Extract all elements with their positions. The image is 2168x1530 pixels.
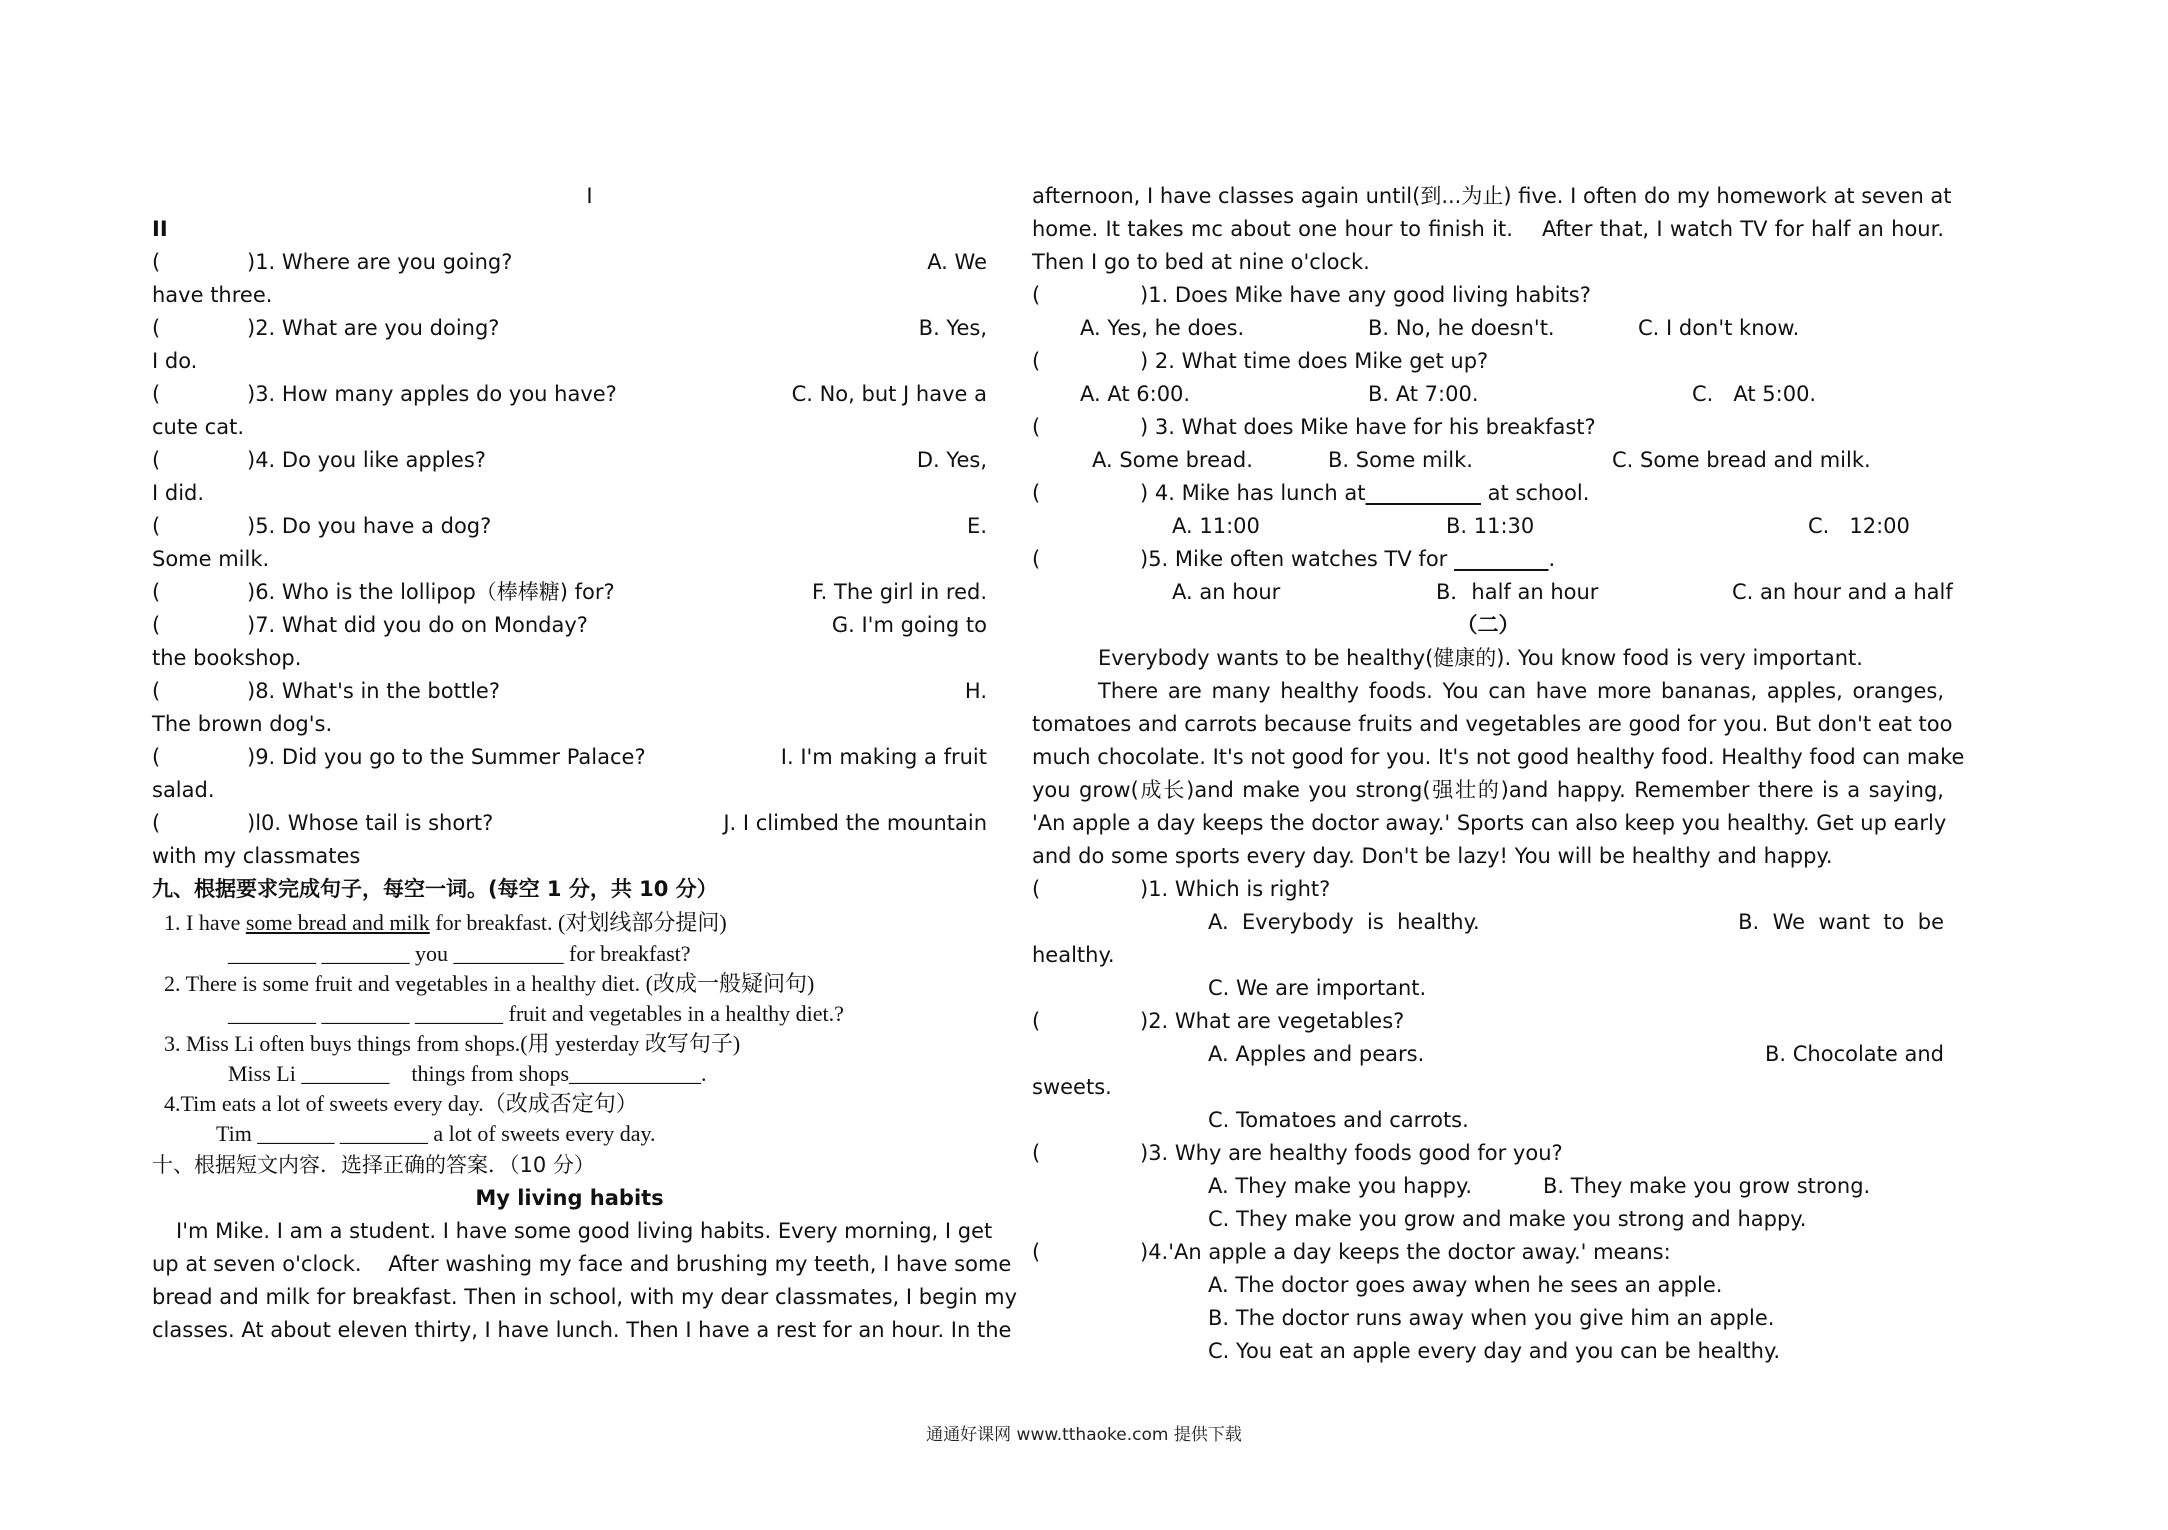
p1-option-a: A. Yes, he does. xyxy=(1080,316,1245,340)
match-row xyxy=(152,444,987,477)
p1-options xyxy=(1032,378,1944,411)
match-answer xyxy=(919,312,987,345)
p2-q4-num: )4. xyxy=(1140,1240,1169,1264)
match-answer-letter: C. xyxy=(791,382,813,406)
passage-continued xyxy=(1032,180,1952,279)
match-question-text: What's in the bottle? xyxy=(275,679,500,703)
match-number: )7. xyxy=(247,613,276,637)
match-answer xyxy=(723,807,987,840)
page-footer: 通通好课网 www.tthaoke.com 提供下载 xyxy=(926,1425,1242,1445)
s9-q1-pre: 1. I have xyxy=(164,910,246,935)
p2-q2-option-c: C. Tomatoes and carrots. xyxy=(1208,1108,1469,1132)
p1-question-text: Mike often watches TV for xyxy=(1168,547,1454,571)
p2-q2 xyxy=(1032,1005,1944,1038)
match-question-text: Who is the lollipop（棒棒糖) for? xyxy=(275,580,615,604)
s9-q1-post: for breakfast. (对划线部分提问) xyxy=(429,910,727,935)
p1-option-b: B．half an hour xyxy=(1436,580,1599,604)
match-answer-text: I climbed the mountain xyxy=(736,811,987,835)
p1-question xyxy=(1032,543,1944,576)
match-question xyxy=(152,378,792,411)
match-row xyxy=(152,576,987,609)
match-answer-continued: have three. xyxy=(152,283,273,307)
s9-q1-underlined: some bread and milk xyxy=(245,910,430,935)
answer-paren: ( xyxy=(152,448,161,472)
answer-paren: ( xyxy=(1032,283,1041,307)
s9-q1-answer: ________ ________ you __________ for breakfast? xyxy=(228,941,691,966)
match-answer xyxy=(812,576,987,609)
passage-line: classes. At about eleven thirty, I have lunch. Then I have a rest for an hour. In the xyxy=(152,1318,1012,1342)
match-answer-text: We xyxy=(947,250,987,274)
p1-question-text-post: at school. xyxy=(1480,481,1590,505)
p1-option-b: B. 11:30 xyxy=(1446,514,1535,538)
p1-question-text-post: . xyxy=(1548,547,1556,571)
match-answer-text: I'm making a fruit xyxy=(793,745,987,769)
heading-ii: II xyxy=(152,217,168,241)
p1-question xyxy=(1032,279,1944,312)
p1-option-a: A. Some bread. xyxy=(1092,448,1253,472)
match-answer-letter: G. xyxy=(831,613,855,637)
match-question xyxy=(152,246,927,279)
p1-option-b: B. No, he doesn't. xyxy=(1368,316,1555,340)
passage-line: I'm Mike. I am a student. I have some good living habits. Every morning, I get xyxy=(176,1219,993,1243)
p2-q3-option-a: A. They make you happy. xyxy=(1208,1174,1473,1198)
p1-question-text: Mike has lunch at xyxy=(1174,481,1366,505)
match-question xyxy=(152,312,919,345)
p2-q2-option-b: B. Chocolate and xyxy=(1764,1042,1944,1066)
passage-line: afternoon, I have classes again until(到...为止) five. I often do my homework at seven at xyxy=(1032,184,1952,208)
s9-q4: 4.Tim eats a lot of sweets every day.（改成否定句） xyxy=(164,1091,638,1116)
match-answer-continued: Some milk. xyxy=(152,547,270,571)
match-number: )1. xyxy=(247,250,276,274)
s9-q3-answer: Miss Li ________ things from shops____________. xyxy=(228,1061,707,1086)
answer-paren: ( xyxy=(1032,877,1041,901)
match-question-text: Did you go to the Summer Palace? xyxy=(275,745,646,769)
p1-options xyxy=(1032,510,1944,543)
match-number: )8. xyxy=(247,679,276,703)
answer-paren: ( xyxy=(152,679,161,703)
match-number: )2. xyxy=(247,316,276,340)
match-number: )4. xyxy=(247,448,276,472)
match-question-text: What are you doing? xyxy=(275,316,500,340)
passage2-line: much chocolate. It's not good for you. It's not good healthy food. Healthy food can make xyxy=(1032,745,1965,769)
p1-option-a: A. At 6:00. xyxy=(1080,382,1191,406)
match-question-text: Where are you going? xyxy=(275,250,513,274)
passage-line: Then I go to bed at nine o'clock. xyxy=(1032,250,1370,274)
match-question xyxy=(152,741,781,774)
answer-paren: ( xyxy=(152,514,161,538)
p2-q1 xyxy=(1032,873,1944,906)
p2-q1-b-rest: healthy. xyxy=(1032,943,1115,967)
p2-q1-option-b: B. We want to be xyxy=(1738,910,1944,934)
p1-question xyxy=(1032,477,1944,510)
s9-q2-answer: ________ ________ ________ fruit and vegetables in a healthy diet.? xyxy=(228,1001,844,1026)
p1-question-number: ) 3. xyxy=(1140,415,1175,439)
match-answer-letter: B. xyxy=(918,316,940,340)
match-number: )l0. xyxy=(247,811,282,835)
passage-body xyxy=(152,1215,1018,1347)
p2-q3-ab xyxy=(1032,1170,1944,1203)
passage2-line: you grow(成长)and make you strong(强壮的)and happy. Remember there is a saying, xyxy=(1032,778,1944,802)
passage2-body xyxy=(1032,642,1965,873)
match-row xyxy=(152,609,987,642)
match-question xyxy=(152,609,832,642)
match-answer-text: Yes, xyxy=(939,316,987,340)
p1-option-c: C. I don't know. xyxy=(1638,316,1800,340)
matching-section xyxy=(152,246,987,873)
p2-q4 xyxy=(1032,1236,1944,1269)
p2-q2-ab xyxy=(1032,1038,1944,1071)
p2-q4-option-b: B. The doctor runs away when you give him an apple. xyxy=(1208,1306,1775,1330)
passage2-line: There are many healthy foods. You can have more bananas, apples, oranges, xyxy=(1098,679,1944,703)
p2-q2-option-a: A. Apples and pears. xyxy=(1208,1042,1425,1066)
p1-option-c: C. At 5:00. xyxy=(1692,382,1817,406)
match-answer xyxy=(927,246,987,279)
right-column xyxy=(1032,180,1965,1368)
passage2-questions xyxy=(1032,873,1944,1368)
p1-option-b: B. Some milk. xyxy=(1328,448,1473,472)
match-number: )5. xyxy=(247,514,276,538)
passage2-line: Everybody wants to be healthy(健康的). You know food is very important. xyxy=(1098,646,1863,670)
p1-option-a: A. an hour xyxy=(1172,580,1281,604)
match-question xyxy=(152,510,967,543)
match-answer xyxy=(967,510,987,543)
passage-line: up at seven o'clock. After washing my face and brushing my teeth, I have some xyxy=(152,1252,1012,1276)
match-answer xyxy=(792,378,987,411)
match-answer-letter: D. xyxy=(916,448,940,472)
p1-question-text: What time does Mike get up? xyxy=(1174,349,1489,373)
answer-paren: ( xyxy=(1032,1141,1041,1165)
answer-paren: ( xyxy=(152,613,161,637)
match-answer-letter: E. xyxy=(967,514,987,538)
match-answer-letter: A. xyxy=(927,250,948,274)
s9-q1 xyxy=(152,906,987,939)
answer-paren: ( xyxy=(152,316,161,340)
match-question-text: What did you do on Monday? xyxy=(275,613,588,637)
match-answer-letter: J. xyxy=(723,811,737,835)
answer-blank: ___________ xyxy=(1365,481,1481,505)
section9-title: 九、根据要求完成句子，每空一词。(每空 1 分，共 10 分） xyxy=(152,877,718,901)
passage-line: bread and milk for breakfast. Then in school, with my dear classmates, I begin my xyxy=(152,1285,1018,1309)
p2-q3 xyxy=(1032,1137,1944,1170)
p2-q1-option-c: C. We are important. xyxy=(1208,976,1427,1000)
p2-q4-option-a: A. The doctor goes away when he sees an apple. xyxy=(1208,1273,1723,1297)
match-row xyxy=(152,807,987,840)
p2-q3-option-b: B. They make you grow strong. xyxy=(1543,1174,1871,1198)
match-answer-continued: with my classmates xyxy=(152,844,361,868)
p1-question-text: What does Mike have for his breakfast? xyxy=(1174,415,1596,439)
match-question-text: Whose tail is short? xyxy=(281,811,494,835)
p1-option-c: C. an hour and a half xyxy=(1732,580,1953,604)
p1-question-number: )5. xyxy=(1140,547,1169,571)
s9-q3: 3. Miss Li often buys things from shops.(用 yesterday 改写句子) xyxy=(164,1031,741,1056)
match-question xyxy=(152,576,812,609)
p1-options xyxy=(1032,312,1944,345)
answer-paren: ( xyxy=(152,811,161,835)
p1-question-number: )1. xyxy=(1140,283,1169,307)
p1-option-a: A. 11:00 xyxy=(1172,514,1260,538)
heading-i: I xyxy=(586,184,593,208)
match-question-text: Do you have a dog? xyxy=(275,514,492,538)
answer-paren: ( xyxy=(152,580,161,604)
answer-paren: ( xyxy=(152,382,161,406)
match-answer-continued: cute cat. xyxy=(152,415,245,439)
answer-paren: ( xyxy=(1032,1009,1041,1033)
match-row xyxy=(152,378,987,411)
passage2-line: and do some sports every day. Don't be lazy! You will be healthy and happy. xyxy=(1032,844,1833,868)
answer-blank: _________ xyxy=(1453,547,1549,571)
match-question-text: How many apples do you have? xyxy=(275,382,617,406)
match-number: )9. xyxy=(247,745,276,769)
p2-q1-ab xyxy=(1032,906,1944,939)
answer-paren: ( xyxy=(1032,481,1041,505)
match-answer xyxy=(781,741,987,774)
match-answer xyxy=(917,444,987,477)
match-question xyxy=(152,807,723,840)
passage1-questions xyxy=(1032,279,1953,609)
p1-option-c: C. 12:00 xyxy=(1808,514,1910,538)
match-answer-letter: F. xyxy=(811,580,828,604)
match-answer-continued: I did. xyxy=(152,481,205,505)
section2-title: （二） xyxy=(1456,613,1520,637)
match-answer-continued: salad. xyxy=(152,778,215,802)
left-column xyxy=(152,180,1018,1347)
match-answer-letter: I. xyxy=(780,745,794,769)
p2-q3-option-c: C. They make you grow and make you strong and happy. xyxy=(1208,1207,1807,1231)
p2-q2-b-rest: sweets. xyxy=(1032,1075,1112,1099)
p1-question xyxy=(1032,411,1944,444)
p1-options xyxy=(1032,576,1953,609)
match-answer-letter: H. xyxy=(964,679,987,703)
answer-paren: ( xyxy=(1032,1240,1041,1264)
answer-paren: ( xyxy=(152,250,161,274)
answer-paren: ( xyxy=(152,745,161,769)
answer-paren: ( xyxy=(1032,415,1041,439)
passage2-line: 'An apple a day keeps the doctor away.' Sports can also keep you healthy. Get up early xyxy=(1032,811,1947,835)
section10-title: 十、根据短文内容．选择正确的答案．（10 分） xyxy=(152,1153,595,1177)
p1-option-b: B. At 7:00. xyxy=(1368,382,1479,406)
match-answer-continued: the bookshop. xyxy=(152,646,302,670)
match-row xyxy=(152,246,987,279)
match-answer-text: I'm going to xyxy=(854,613,987,637)
match-question xyxy=(152,444,917,477)
match-answer-continued: The brown dog's. xyxy=(152,712,333,736)
match-number: )6. xyxy=(247,580,276,604)
match-answer-text: Yes, xyxy=(939,448,987,472)
answer-paren: ( xyxy=(1032,349,1041,373)
p1-options xyxy=(1032,444,1944,477)
match-answer xyxy=(965,675,987,708)
s9-q4-answer: Tim _______ ________ a lot of sweets every day. xyxy=(216,1121,656,1146)
p1-option-c: C. Some bread and milk. xyxy=(1612,448,1871,472)
match-answer-text: The girl in red. xyxy=(827,580,987,604)
p1-question xyxy=(1032,345,1944,378)
p2-q3-text: Why are healthy foods good for you? xyxy=(1174,1141,1563,1165)
p1-question-text: Does Mike have any good living habits? xyxy=(1168,283,1591,307)
p2-q4-text: 'An apple a day keeps the doctor away.' means: xyxy=(1168,1240,1671,1264)
match-answer xyxy=(832,609,987,642)
p1-question-number: ) 4. xyxy=(1140,481,1175,505)
passage2-line: tomatoes and carrots because fruits and vegetables are good for you. But don't eat too xyxy=(1032,712,1953,736)
match-number: )3. xyxy=(247,382,276,406)
p2-q3-num: )3. xyxy=(1140,1141,1169,1165)
match-row xyxy=(152,741,987,774)
match-question-text: Do you like apples? xyxy=(275,448,486,472)
answer-paren: ( xyxy=(1032,547,1041,571)
match-row xyxy=(152,312,987,345)
p2-q1-option-a: A. Everybody is healthy. xyxy=(1208,910,1480,934)
p2-q1-text: Which is right? xyxy=(1174,877,1331,901)
p2-q2-text: What are vegetables? xyxy=(1174,1009,1405,1033)
match-answer-continued: I do. xyxy=(152,349,198,373)
p2-q1-num: )1. xyxy=(1140,877,1169,901)
passage-title: My living habits xyxy=(475,1186,664,1210)
match-row xyxy=(152,675,987,708)
match-row xyxy=(152,510,987,543)
p2-q2-num: )2. xyxy=(1140,1009,1169,1033)
match-question xyxy=(152,675,965,708)
p2-q4-option-c: C. You eat an apple every day and you can be healthy. xyxy=(1208,1339,1781,1363)
match-answer-text: No, but J have a xyxy=(812,382,987,406)
p1-question-number: ) 2. xyxy=(1140,349,1175,373)
passage-line: home. It takes mc about one hour to finish it. After that, I watch TV for half an hour. xyxy=(1032,217,1944,241)
s9-q2: 2. There is some fruit and vegetables in a healthy diet. (改成一般疑问句) xyxy=(164,971,815,996)
